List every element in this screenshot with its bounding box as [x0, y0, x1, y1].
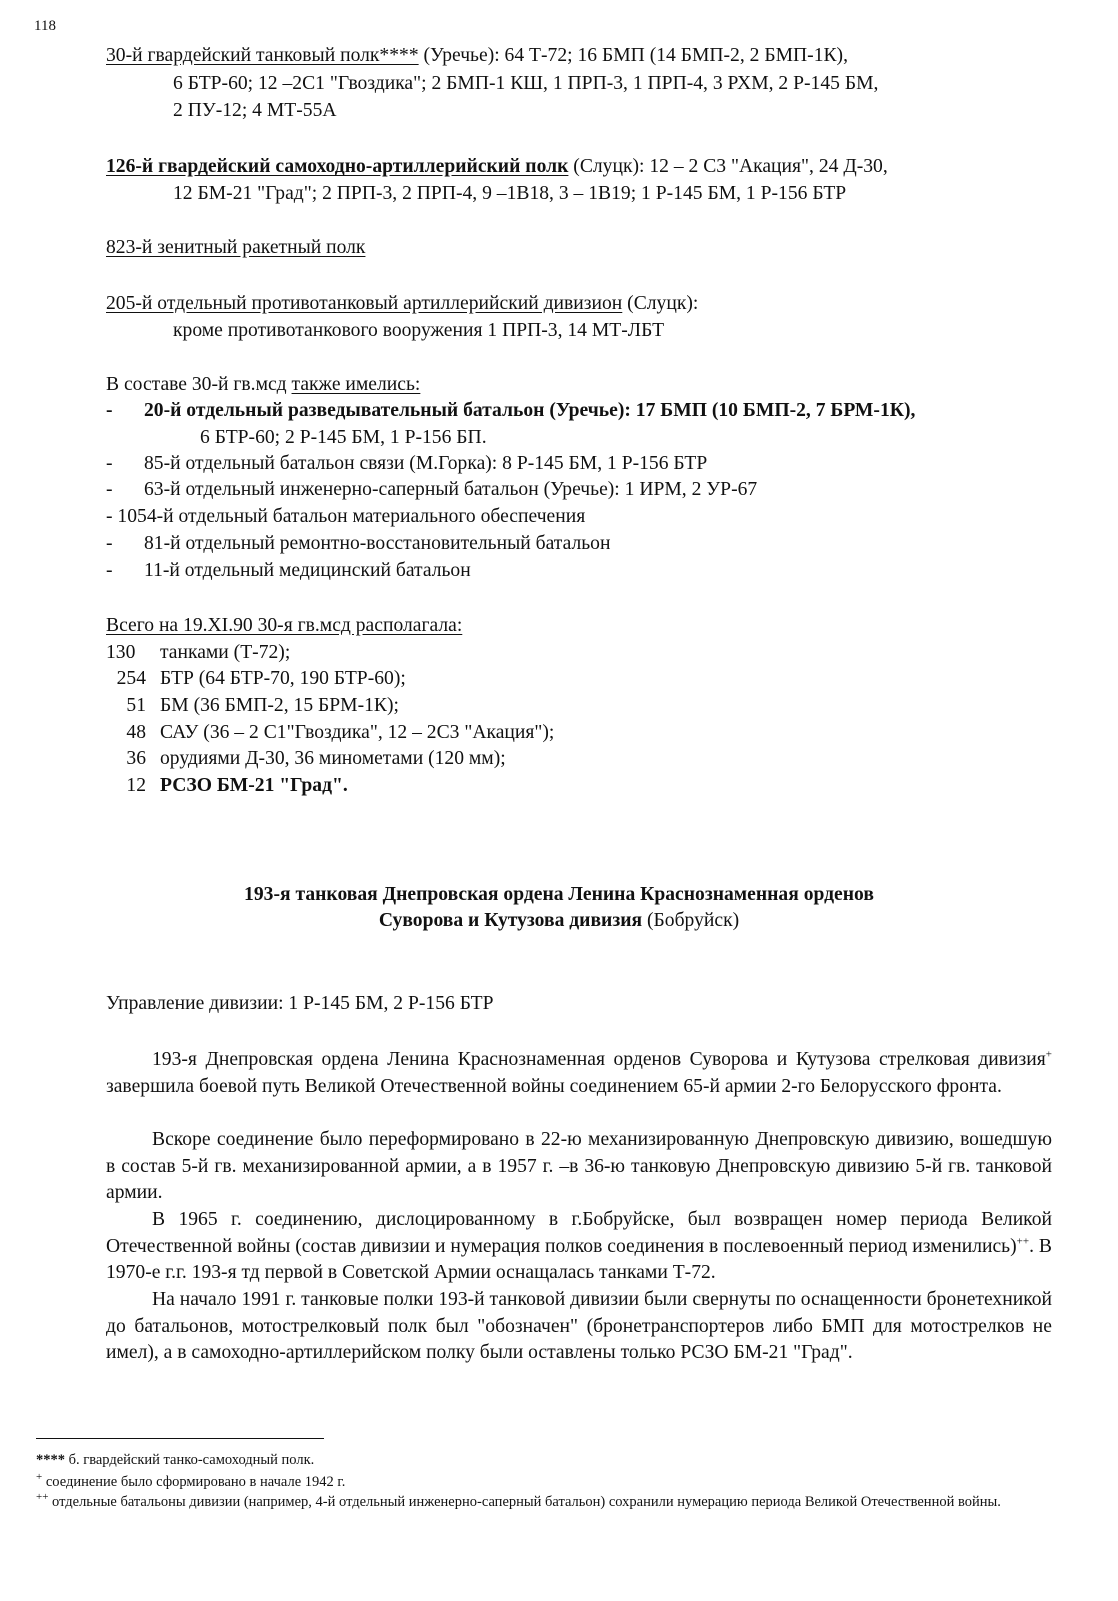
composition-intro: В составе 30-й гв.мсд также имелись:	[106, 374, 421, 395]
unit-entry-30-tank-regiment	[106, 45, 848, 67]
paragraph: 193-я Днепровская ордена Ленина Краснознаменная орденов Суворова и Кутузова стрелковая дивизия+ завершила боевой путь Великой Отечественной войны соединением 65-й армии 2-го Белорусского фронта.	[106, 1048, 1052, 1097]
unit-name: 823-й зенитный ракетный полк	[106, 237, 366, 258]
list-item: - 11-й отдельный медицинский батальон	[106, 560, 471, 581]
unit-details-line: 6 БТР-60; 12 –2С1 "Гвоздика"; 2 БМП-1 КШ, 1 ПРП-3, 1 ПРП-4, 3 РХМ, 2 Р-145 БМ,	[173, 73, 879, 94]
list-item: - 20-й отдельный разведывательный батальон (Уречье): 17 БМП (10 БМП-2, 7 БРМ-1К),	[106, 400, 916, 421]
totals-title: Всего на 19.XI.90 30-я гв.мсд располагала:	[106, 615, 463, 636]
totals-row: 130 танками (Т-72);	[106, 642, 291, 663]
page-number: 118	[34, 18, 56, 34]
totals-row: 254 БТР (64 БТР-70, 190 БТР-60);	[116, 668, 406, 689]
footnote: **** б. гвардейский танко-самоходный полк.	[36, 1452, 315, 1468]
footnote: ++ отдельные батальоны дивизии (например, 4-й отдельный инженерно-саперный батальон) сохранили нумерацию периода Великой Отечественной войны.	[36, 1491, 1001, 1510]
list-item: - 63-й отдельный инженерно-саперный батальон (Уречье): 1 ИРМ, 2 УР-67	[106, 479, 758, 500]
footnote: + соединение было сформировано в начале 1942 г.	[36, 1471, 346, 1490]
unit-details-line: кроме противотанкового вооружения 1 ПРП-3, 14 МТ-ЛБТ	[173, 320, 665, 341]
unit-name: 30-й гвардейский танковый полк****	[106, 45, 419, 66]
paragraph: На начало 1991 г. танковые полки 193-й танковой дивизии были свернуты по оснащенности бронетехникой до батальонов, мотострелковый полк был "обозначен" (бронетранспортеров либо БМП для мотострелков не имел), а в самоходно-артиллерийском полку были оставлены только РСЗО БМ-21 "Град".	[106, 1289, 1052, 1363]
unit-details: (Слуцк):	[622, 293, 699, 314]
unit-details-line: 2 ПУ-12; 4 МТ-55А	[173, 100, 337, 121]
division-title-line1: 193-я танковая Днепровская ордена Ленина Краснознаменная орденов	[244, 884, 874, 905]
division-management: Управление дивизии: 1 Р-145 БМ, 2 Р-156 БТР	[106, 993, 494, 1014]
unit-name: 126-й гвардейский самоходно-артиллерийский полк	[106, 156, 569, 177]
unit-entry-126-artillery-regiment	[106, 156, 888, 178]
paragraph: В 1965 г. соединению, дислоцированному в г.Бобруйске, был возвращен номер периода Великой Отечественной войны (состав дивизии и нумерация полков соединения в послевоенный период изменились)++. В 1970-е г.г. 193-я тд первой в Советской Армии оснащалась танками Т-72.	[106, 1209, 1052, 1283]
unit-details: (Слуцк): 12 – 2 С3 "Акация", 24 Д-30,	[568, 156, 888, 177]
unit-details: (Уречье): 64 Т-72; 16 БМП (14 БМП-2, 2 БМП-1К),	[418, 45, 848, 66]
totals-row: 48 САУ (36 – 2 С1"Гвоздика", 12 – 2С3 "Акация");	[126, 722, 555, 743]
unit-name: 205-й отдельный противотанковый артиллерийский дивизион	[106, 293, 623, 314]
unit-details-line: 12 БМ-21 "Град"; 2 ПРП-3, 2 ПРП-4, 9 –1В18, 3 – 1В19; 1 Р-145 БМ, 1 Р-156 БТР	[173, 183, 847, 204]
list-item: - 1054-й отдельный батальон материального обеспечения	[106, 506, 586, 527]
totals-row: 36 орудиями Д-30, 36 минометами (120 мм);	[126, 748, 506, 769]
paragraph: Вскоре соединение было переформировано в 22-ю механизированную Днепровскую дивизию, вошедшую в состав 5-й гв. механизированной армии, а в 1957 г. –в 36-ю танковую Днепровскую дивизию 5-й гв. танковой армии.	[106, 1129, 1052, 1203]
totals-row: 12 РСЗО БМ-21 "Град".	[126, 775, 348, 796]
list-item: - 81-й отдельный ремонтно-восстановительный батальон	[106, 533, 611, 554]
footnote-rule	[36, 1438, 324, 1439]
unit-entry-823-sam-regiment	[106, 237, 365, 259]
list-item-continuation: 6 БТР-60; 2 Р-145 БМ, 1 Р-156 БП.	[200, 427, 487, 448]
division-title-line2: Суворова и Кутузова дивизия (Бобруйск)	[378, 910, 740, 931]
unit-entry-205-antitank-battalion	[106, 293, 698, 315]
totals-row: 51 БМ (36 БМП-2, 15 БРМ-1К);	[126, 695, 399, 716]
list-item: - 85-й отдельный батальон связи (М.Горка): 8 Р-145 БМ, 1 Р-156 БТР	[106, 453, 708, 474]
